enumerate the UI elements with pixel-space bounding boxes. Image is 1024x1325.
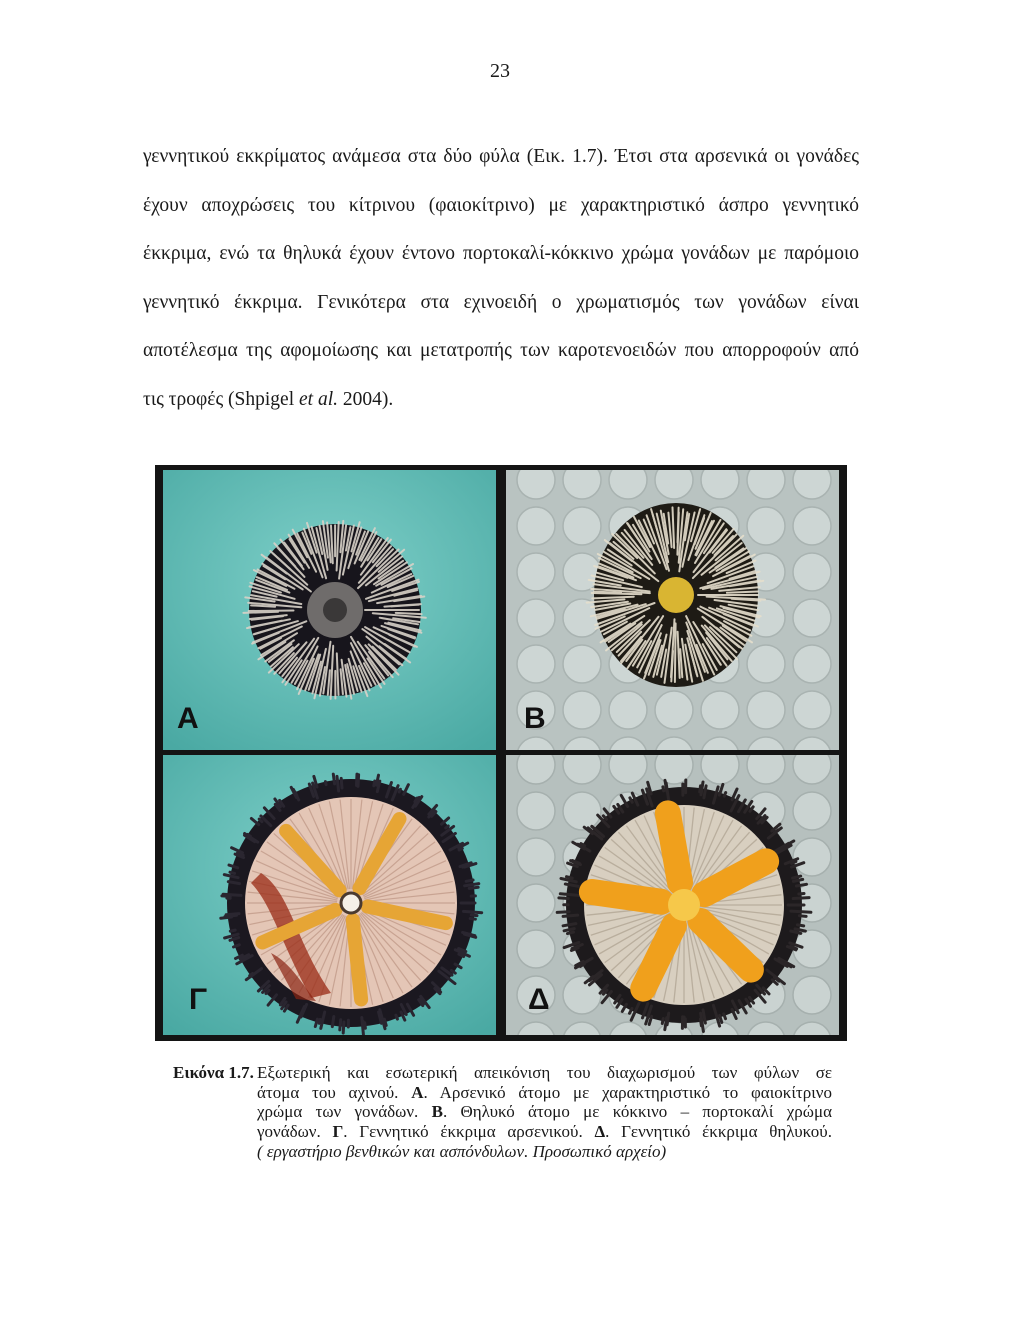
page-number: 23 xyxy=(490,60,510,82)
caption-line xyxy=(257,1102,832,1122)
caption-text: . Γεννητικό έκκριμα αρσενικού. xyxy=(343,1122,595,1142)
panel-label: Α xyxy=(177,702,199,735)
body-line-last xyxy=(143,376,859,425)
panel-label: Γ xyxy=(189,983,208,1016)
body-line: έχουν αποχρώσεις του κίτρινου (φαιοκίτρινο) με χαρακτηριστικό άσπρο γεννητικό xyxy=(143,194,859,216)
panel-d-image xyxy=(506,755,839,1035)
sea-urchin-interior-female-icon xyxy=(506,755,839,1035)
caption-text: . Αρσενικό άτομο με χαρακτηριστικό το φαιοκίτρινο xyxy=(423,1082,832,1102)
sea-urchin-interior-male-icon xyxy=(163,755,496,1035)
caption-heading: Εικόνα 1.7. xyxy=(173,1063,254,1082)
body-paragraph xyxy=(143,133,859,424)
body-line: αποτέλεσμα της αφομοίωσης και μετατροπής των καροτενοειδών που απορροφούν από xyxy=(143,340,859,361)
caption-line xyxy=(257,1122,832,1142)
caption-text: χρώμα των γονάδων. xyxy=(257,1102,432,1122)
caption-line: Εξωτερική και εσωτερική απεικόνιση του διαχωρισμού των φύλων σε xyxy=(257,1063,832,1082)
body-italic-text: et al. xyxy=(299,388,338,410)
caption-source-line xyxy=(257,1142,832,1162)
caption-text: . Θηλυκό άτομο με κόκκινο – πορτοκαλί χρώμα xyxy=(442,1102,832,1122)
caption-label: Β xyxy=(431,1102,443,1122)
panel-a-image xyxy=(163,470,496,750)
panel-g-image xyxy=(163,755,496,1035)
caption-line xyxy=(257,1083,832,1103)
caption-text: γονάδων. xyxy=(257,1122,333,1142)
caption-source: ( εργαστήριο βενθικών και ασπόνδυλων. Προσωπικό αρχείο) xyxy=(257,1141,667,1161)
caption-label: Α xyxy=(411,1082,424,1102)
panel-label: Δ xyxy=(528,983,550,1016)
body-text-segment: τις τροφές (Shpigel xyxy=(143,388,299,410)
caption-label: Γ xyxy=(332,1122,344,1142)
body-line: γεννητικό έκκριμα. Γενικότερα στα εχινοειδή ο χρωματισμός των γονάδων είναι xyxy=(143,291,859,313)
figure-1-7 xyxy=(155,465,847,1041)
body-text-segment: 2004). xyxy=(338,388,394,410)
body-line: γεννητικού εκκρίματος ανάμεσα στα δύο φύλα (Εικ. 1.7). Έτσι στα αρσενικά οι γονάδες xyxy=(143,146,859,167)
sea-urchin-exterior-male-icon xyxy=(163,470,496,750)
caption-text: άτομα του αχινού. xyxy=(257,1082,412,1102)
body-line: έκκριμα, ενώ τα θηλυκά έχουν έντονο πορτοκαλί-κόκκινο χρώμα γονάδων με παρόμοιο xyxy=(143,243,859,264)
panel-b-image xyxy=(506,470,839,750)
caption-text: . Γεννητικό έκκριμα θηλυκού. xyxy=(605,1122,832,1142)
caption-label: Δ xyxy=(594,1122,606,1142)
caption-body xyxy=(257,1063,832,1162)
sea-urchin-exterior-female-icon xyxy=(506,470,839,750)
panel-label: Β xyxy=(524,702,546,735)
